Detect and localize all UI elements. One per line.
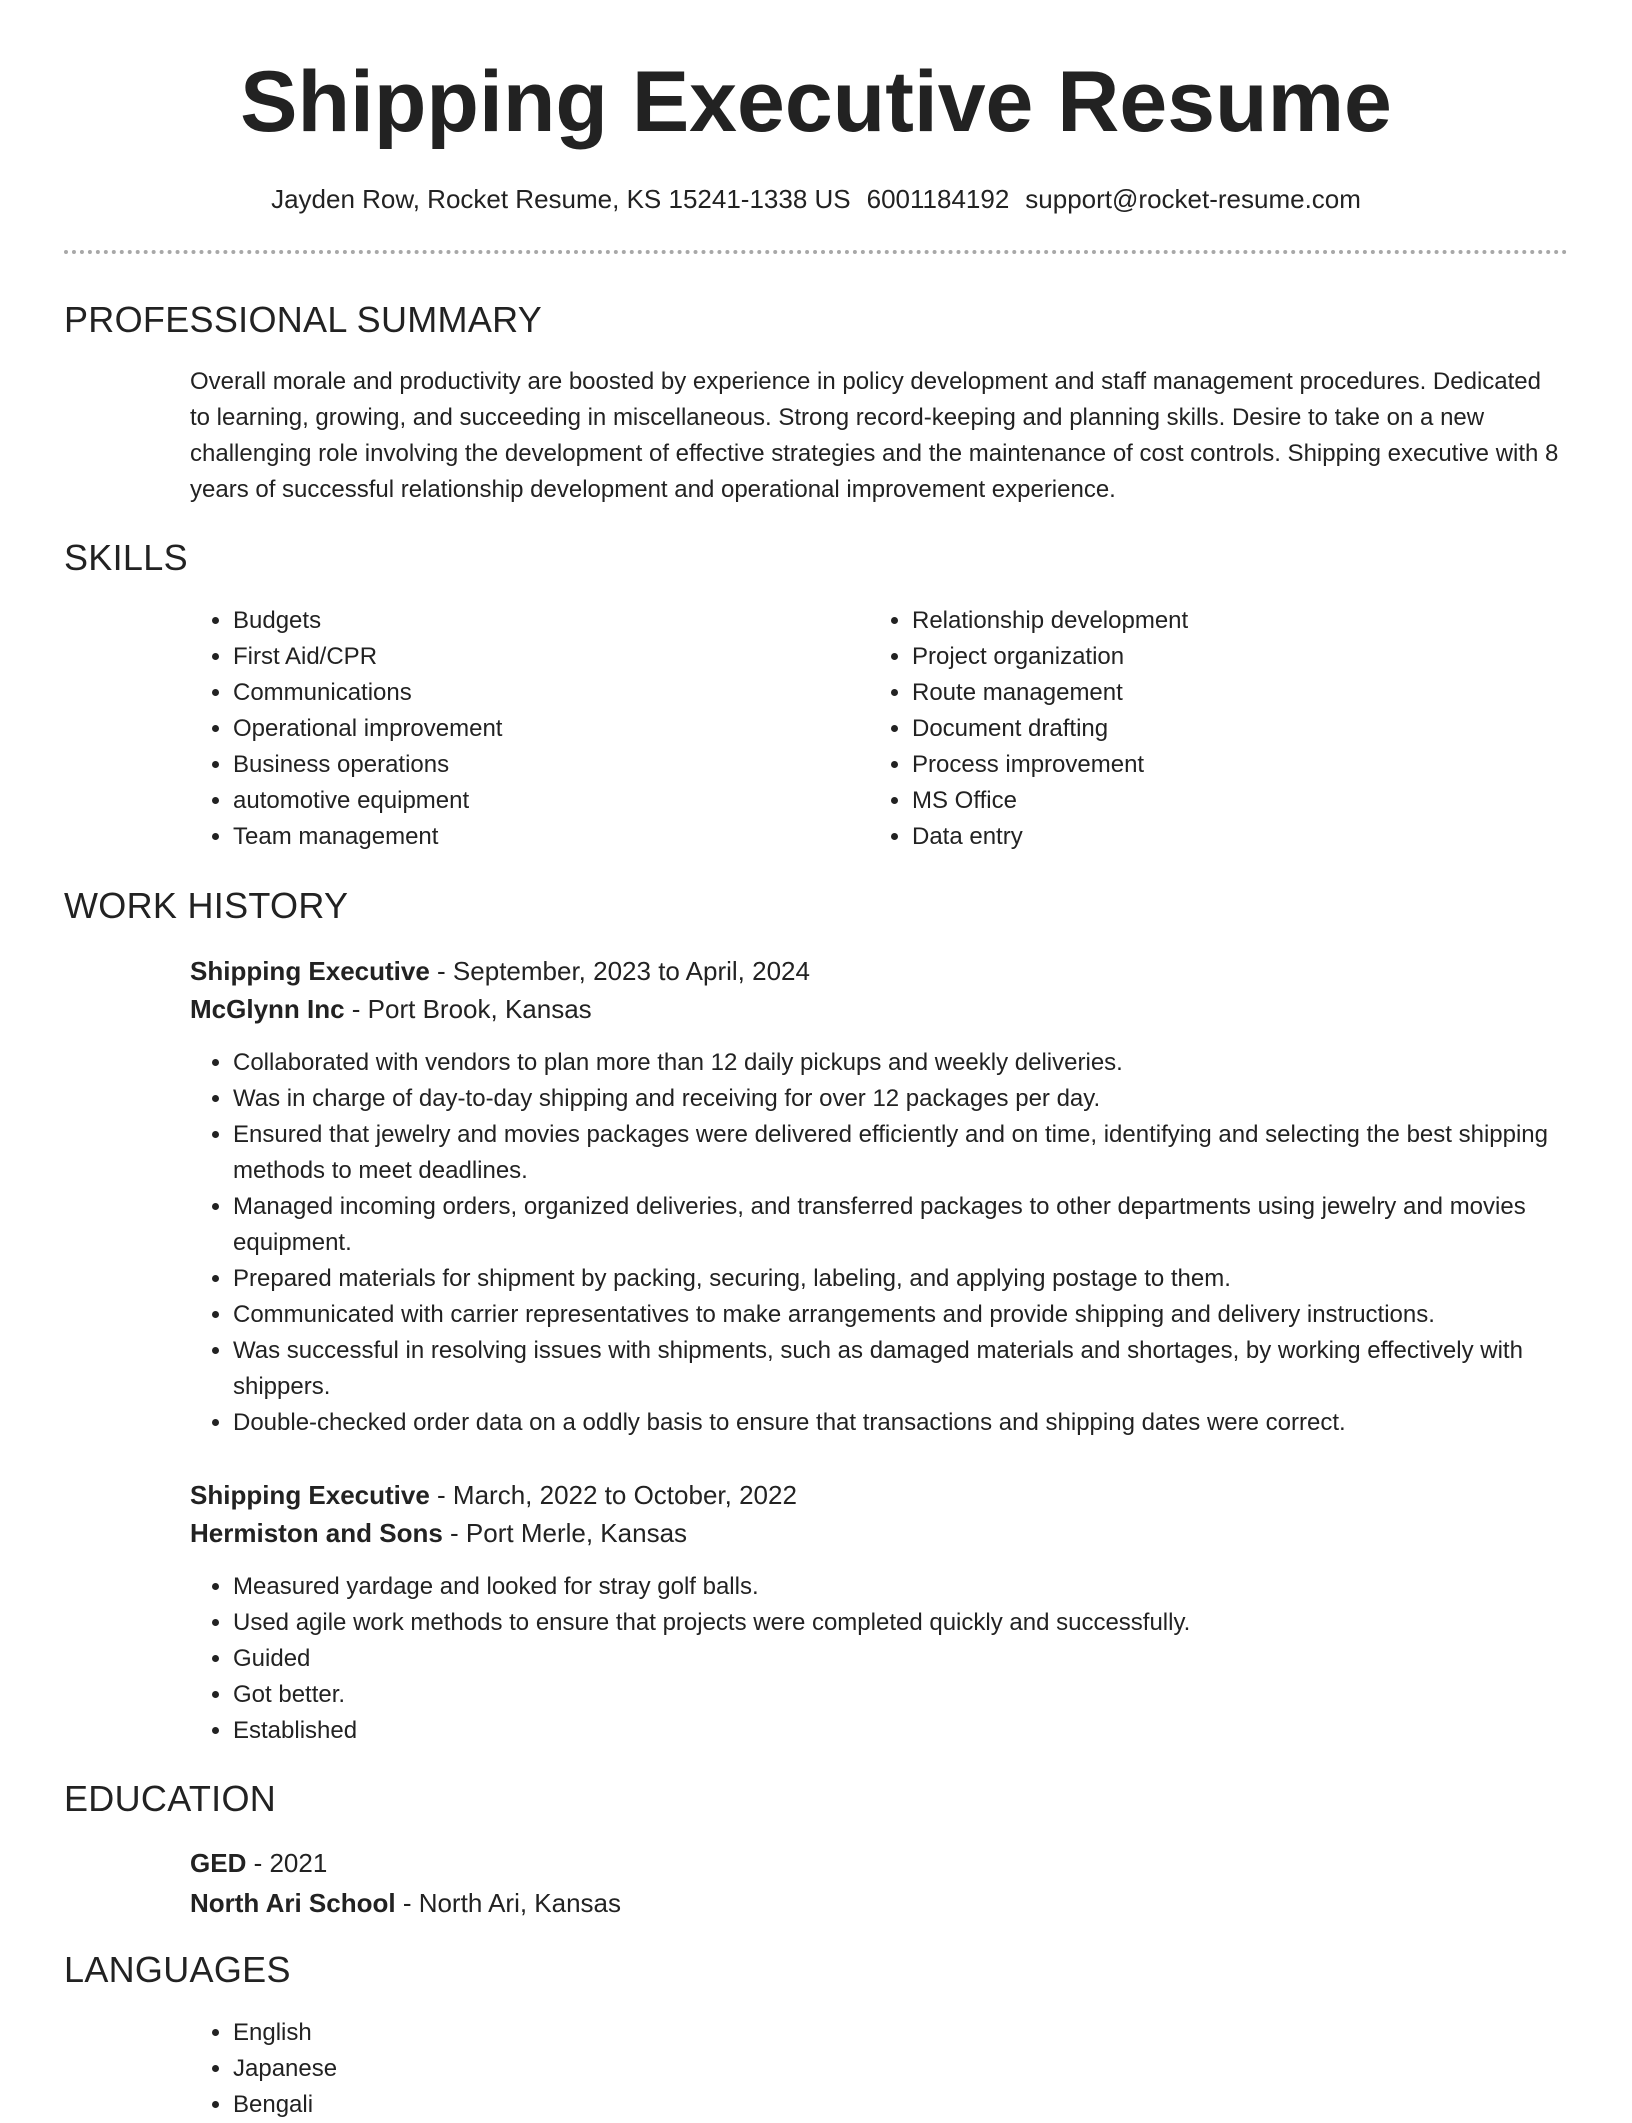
skill-item: • Budgets — [233, 603, 833, 639]
header-divider — [64, 250, 1568, 254]
education-degree: GED — [190, 1848, 247, 1878]
skill-item: • First Aid/CPR — [233, 639, 833, 675]
job-bullet: • Established — [233, 1713, 1573, 1749]
skill-item: • Communications — [233, 675, 833, 711]
summary-heading: PROFESSIONAL SUMMARY — [64, 299, 543, 340]
skill-item: • Document drafting — [912, 711, 1552, 747]
job-bullet: • Used agile work methods to ensure that projects were completed quickly and successfully. — [233, 1605, 1573, 1641]
job-1-company-line — [190, 990, 592, 1028]
language-item: • English — [233, 2015, 833, 2051]
job-bullet: • Measured yardage and looked for stray golf balls. — [233, 1569, 1573, 1605]
job-2-dates: - March, 2022 to October, 2022 — [429, 1480, 797, 1510]
languages-list — [189, 2015, 833, 2123]
job-1-location: - Port Brook, Kansas — [344, 994, 592, 1024]
skill-item: • Relationship development — [912, 603, 1552, 639]
education-degree-line — [190, 1844, 327, 1882]
contact-line — [0, 181, 1632, 217]
job-bullet: • Guided — [233, 1641, 1573, 1677]
skill-item: • Project organization — [912, 639, 1552, 675]
contact-phone: 6001184192 — [866, 184, 1010, 214]
education-location: - North Ari, Kansas — [395, 1888, 622, 1918]
job-1-company: McGlynn Inc — [190, 994, 345, 1024]
skills-list-right — [868, 603, 1552, 855]
skill-item: • Team management — [233, 819, 833, 855]
job-bullet: • Prepared materials for shipment by packing, securing, labeling, and applying postage to them. — [233, 1261, 1573, 1297]
skill-item: • automotive equipment — [233, 783, 833, 819]
job-1-title: Shipping Executive — [190, 956, 430, 986]
job-2-company-line — [190, 1514, 687, 1552]
skill-item: • Operational improvement — [233, 711, 833, 747]
skill-item: • Data entry — [912, 819, 1552, 855]
skills-heading: SKILLS — [64, 537, 188, 578]
work-heading: WORK HISTORY — [64, 885, 349, 926]
skill-item: • Business operations — [233, 747, 833, 783]
job-1-bullets — [189, 1045, 1573, 1441]
job-2-title: Shipping Executive — [190, 1480, 430, 1510]
job-2-company: Hermiston and Sons — [190, 1518, 443, 1548]
languages-heading: LANGUAGES — [64, 1949, 291, 1990]
skill-item: • MS Office — [912, 783, 1552, 819]
job-bullet: • Managed incoming orders, organized deliveries, and transferred packages to other departments using jewelry and movies equipment. — [233, 1189, 1573, 1261]
education-school: North Ari School — [190, 1888, 396, 1918]
summary-text: Overall morale and productivity are boosted by experience in policy development and staff management procedures. Dedicated to learning, growing, and succeeding in miscellaneous. Strong record-keeping and planning skills. Desire to take on a new challenging role involving the development of effective strategies and the maintenance of cost controls. Shipping executive with 8 years of successful relationship development and operational improvement experience. — [190, 368, 1559, 503]
job-bullet: • Ensured that jewelry and movies packages were delivered efficiently and on time, identifying and selecting the best shipping methods to meet deadlines. — [233, 1117, 1573, 1189]
job-bullet: • Got better. — [233, 1677, 1573, 1713]
job-bullet: • Was successful in resolving issues with shipments, such as damaged materials and shortages, by working effectively with shippers. — [233, 1333, 1573, 1405]
job-bullet: • Was in charge of day-to-day shipping and receiving for over 12 packages per day. — [233, 1081, 1573, 1117]
job-1-title-line — [190, 952, 810, 990]
job-2-location: - Port Merle, Kansas — [442, 1518, 688, 1548]
contact-address: Jayden Row, Rocket Resume, KS 15241-1338 US — [271, 184, 851, 214]
education-school-line — [190, 1884, 621, 1922]
page-title: Shipping Executive Resume — [240, 54, 1392, 150]
skill-item: • Route management — [912, 675, 1552, 711]
skill-item: • Process improvement — [912, 747, 1552, 783]
skills-list-left — [189, 603, 833, 855]
job-bullet: • Collaborated with vendors to plan more than 12 daily pickups and weekly deliveries. — [233, 1045, 1573, 1081]
job-2-bullets — [189, 1569, 1573, 1749]
education-year: - 2021 — [246, 1848, 328, 1878]
job-bullet: • Double-checked order data on a oddly basis to ensure that transactions and shipping dates were correct. — [233, 1405, 1573, 1441]
job-2-title-line — [190, 1476, 797, 1514]
language-item: • Japanese — [233, 2051, 833, 2087]
job-bullet: • Communicated with carrier representatives to make arrangements and provide shipping and delivery instructions. — [233, 1297, 1573, 1333]
language-item: • Bengali — [233, 2087, 833, 2123]
job-1-dates: - September, 2023 to April, 2024 — [429, 956, 810, 986]
education-heading: EDUCATION — [64, 1778, 277, 1819]
contact-email: support@rocket-resume.com — [1025, 184, 1361, 214]
